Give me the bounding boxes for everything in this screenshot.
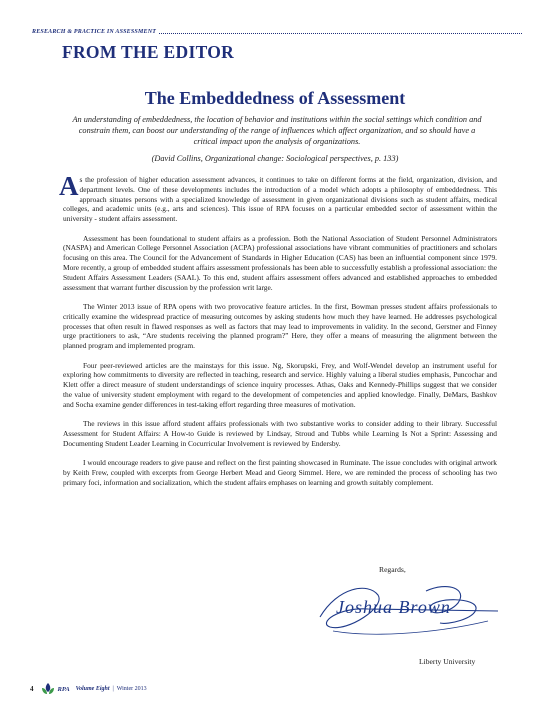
volume-label: Volume Eight (75, 686, 110, 692)
journal-name-label: RESEARCH & PRACTICE IN ASSESSMENT (32, 29, 157, 35)
issue-label: Winter 2013 (116, 686, 147, 692)
paragraph-2: Assessment has been foundational to student affairs as a profession. Both the National Association of Student Personnel Administrators (NASPA) and American College Personnel Association (ACPA) professional associations have vibrant communities of practitioners and scholars focusing on this area. The Council for the Advancement of Standards in Higher Education (CAS) has been an influential component since 1979. More recently, a group of embedded student affairs assessment professionals has been able to successfully establish a professional association: the Student Affairs Assessment Leaders (SAAL). To this end, student affairs assessment offers advanced and established approaches to embedded assessment that warrant further discussion by the profession writ large. (63, 233, 497, 292)
page-footer (30, 681, 147, 697)
section-title: FROM THE EDITOR (62, 42, 235, 62)
rpa-leaf-logo-icon (40, 682, 56, 696)
rpa-logo-text: RPA (57, 685, 70, 693)
paragraph-3: The Winter 2013 issue of RPA opens with two provocative feature articles. In the first, Bowman presses student affairs professionals to critically examine the widespread practice of measuring outcomes by asking students how much they have learned. He addresses psychological processes that often result in flawed responses as well as factors that may lead to improvements in validity. In the second, Gerstner and Finney urge practitioners to ask, “Are students receiving the planned program?” Here, they offer a means of measuring the alignment between the planned program and implemented program. (63, 301, 497, 351)
article-title: The Embeddedness of Assessment (144, 88, 406, 108)
footer-separator: | (112, 686, 114, 692)
epigraph-source: (David Collins, Organizational change: Sociological perspectives, p. 133) (151, 154, 399, 163)
paragraph-6: I would encourage readers to give pause and reflect on the first painting showcased in Ruminate. The issue concludes with original artwork by Keith Frew, coupled with excerpts from George Herbert Mead and Georg Simmel. Here, we are reminded the process of schooling has two primary foci, information and socialization, which the student affairs emphases on learning and growth suitably complement. (63, 458, 497, 487)
signature-name: Joshua Brown (336, 597, 451, 617)
drop-cap: A (59, 171, 79, 201)
epigraph-quote: An understanding of embeddedness, the location of behavior and institutions within the social settings which condition and constrain them, can boost our understanding of the range of influences which affect organization, and so should have a critical impact upon the analysis of organizations. (72, 115, 482, 147)
paragraph-4: Four peer-reviewed articles are the mainstays for this issue. Ng, Skorupski, Frey, and Wolf-Wendel develop an instrument useful for exploring how commitments to diversity are reflected in teaching, research and service. Highly valuing a liberal studies emphasis, Puncochar and Klett offer a direct measure of student understandings of science inquiry processes. Athas, Oaks and Kennedy-Phillips suggest that we consider the value of university student employment with regard to the development of competencies and applied knowledge. Finally, DeMars, Bashkov and Socha examine gender differences in test-taking effort regarding three measures of motivation. (63, 360, 497, 409)
running-header (32, 27, 522, 37)
article-body (59, 171, 497, 497)
paragraph-5: The reviews in this issue afford student affairs professionals with two substantive works to consider adding to their library. Successful Assessment for Student Affairs: A How-to Guide is reviewed by Lindsay, Stroud and Tubbs while Learning Is Not a Sprint: Assessing and Documenting Student Leader Learning in Cocurricular Involvement is reviewed by Endersby. (63, 419, 497, 448)
paragraph-1-text: s the profession of higher education assessment advances, it continues to take on different forms at the field, organization, division, and department levels. One of these developments includes the introduction of a model which adopts a philosophy of embeddedness. This approach situates persons with a specialized knowledge of assessment in given organizational divisions such as student affairs, medical colleges, and academic units (e.g., arts and sciences). This issue of RPA focuses on a particular embedded sector of assessment within the university - student affairs assessment. (63, 175, 497, 224)
page-number: 4 (30, 685, 34, 693)
header-dotted-rule (159, 32, 522, 34)
paragraph-1 (59, 171, 497, 224)
editor-affiliation: Liberty University (419, 657, 476, 666)
closing-regards: Regards, (379, 565, 406, 574)
